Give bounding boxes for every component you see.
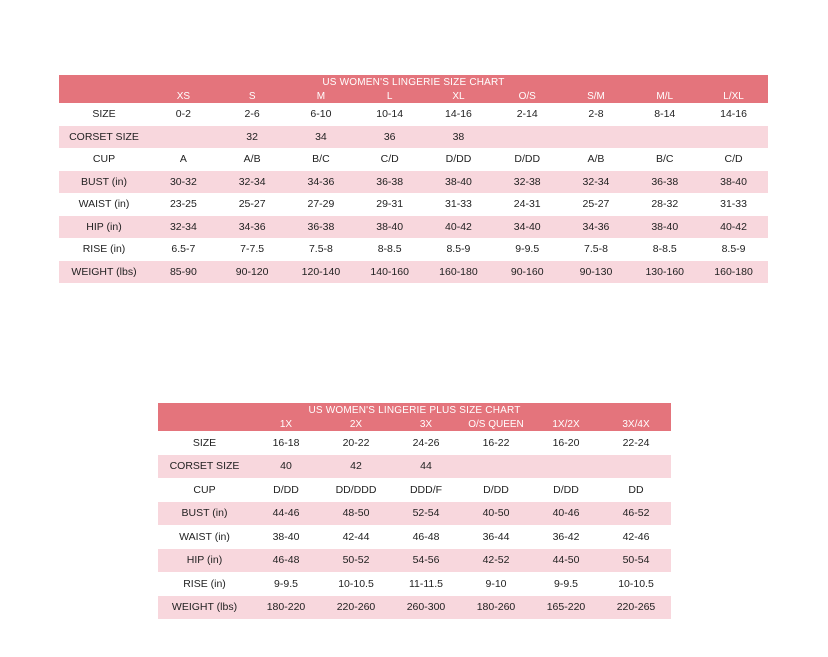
column-header: 3X/4X — [601, 417, 671, 431]
table-cell — [601, 455, 671, 479]
table-cell: 34-40 — [493, 216, 562, 239]
table-cell: 2-6 — [218, 103, 287, 126]
table-cell — [531, 455, 601, 479]
row-label: SIZE — [59, 103, 149, 126]
table-cell: DDD/F — [391, 478, 461, 502]
table-cell: 160-180 — [699, 261, 768, 284]
table-cell: A/B — [562, 148, 631, 171]
table-cell: 40-42 — [699, 216, 768, 239]
table-cell: C/D — [355, 148, 424, 171]
table-cell: 90-160 — [493, 261, 562, 284]
row-label: HIP (in) — [158, 549, 251, 573]
plus-chart-title-row — [158, 403, 671, 417]
table-cell: 36-38 — [355, 171, 424, 194]
table-cell: 38-40 — [251, 525, 321, 549]
table-row — [158, 502, 671, 526]
table-row — [59, 193, 768, 216]
regular-chart-title-row — [59, 75, 768, 89]
table-cell: 31-33 — [424, 193, 493, 216]
table-cell: 38-40 — [355, 216, 424, 239]
table-cell: 220-265 — [601, 596, 671, 620]
table-cell: 42-44 — [321, 525, 391, 549]
table-cell: D/DD — [531, 478, 601, 502]
table-cell: 130-160 — [630, 261, 699, 284]
table-cell: 20-22 — [321, 431, 391, 455]
table-cell: 36-44 — [461, 525, 531, 549]
table-cell: 6.5-7 — [149, 238, 218, 261]
column-header: M/L — [630, 89, 699, 103]
table-cell: 42-52 — [461, 549, 531, 573]
table-cell: 40-46 — [531, 502, 601, 526]
table-cell: 180-220 — [251, 596, 321, 620]
table-cell: 36-38 — [630, 171, 699, 194]
row-label: RISE (in) — [158, 572, 251, 596]
row-label: CUP — [59, 148, 149, 171]
header-blank-cell — [158, 417, 251, 431]
row-label: CORSET SIZE — [158, 455, 251, 479]
table-row — [158, 549, 671, 573]
table-row — [158, 525, 671, 549]
table-cell: B/C — [287, 148, 356, 171]
table-cell: 32-38 — [493, 171, 562, 194]
column-header: 2X — [321, 417, 391, 431]
table-row — [59, 261, 768, 284]
table-cell: 28-32 — [630, 193, 699, 216]
plus-size-chart — [158, 403, 671, 619]
table-cell: 8.5-9 — [699, 238, 768, 261]
column-header: XL — [424, 89, 493, 103]
table-cell: 180-260 — [461, 596, 531, 620]
table-row — [59, 126, 768, 149]
table-row — [158, 572, 671, 596]
table-cell: 32 — [218, 126, 287, 149]
plus-chart-body — [158, 431, 671, 619]
table-cell: 16-18 — [251, 431, 321, 455]
table-cell: 0-2 — [149, 103, 218, 126]
table-cell: A — [149, 148, 218, 171]
table-cell: 34 — [287, 126, 356, 149]
table-cell: 9-9.5 — [251, 572, 321, 596]
table-cell: 11-11.5 — [391, 572, 461, 596]
column-header: L — [355, 89, 424, 103]
table-cell: 22-24 — [601, 431, 671, 455]
table-cell: 32-34 — [218, 171, 287, 194]
row-label: HIP (in) — [59, 216, 149, 239]
column-header: O/S QUEEN — [461, 417, 531, 431]
table-cell: D/DD — [251, 478, 321, 502]
column-header: L/XL — [699, 89, 768, 103]
table-cell: 2-14 — [493, 103, 562, 126]
table-cell: 42-46 — [601, 525, 671, 549]
table-cell: 36-42 — [531, 525, 601, 549]
table-cell: 9-9.5 — [493, 238, 562, 261]
table-row — [158, 478, 671, 502]
table-cell: 140-160 — [355, 261, 424, 284]
column-header: O/S — [493, 89, 562, 103]
table-cell: 90-120 — [218, 261, 287, 284]
table-cell: 36 — [355, 126, 424, 149]
table-cell: 30-32 — [149, 171, 218, 194]
table-cell: 120-140 — [287, 261, 356, 284]
table-cell: 9-9.5 — [531, 572, 601, 596]
table-cell: 40-50 — [461, 502, 531, 526]
table-cell: 8-14 — [630, 103, 699, 126]
table-cell: 40 — [251, 455, 321, 479]
row-label: WEIGHT (lbs) — [158, 596, 251, 620]
row-label: WEIGHT (lbs) — [59, 261, 149, 284]
table-cell: 23-25 — [149, 193, 218, 216]
table-cell: 46-48 — [251, 549, 321, 573]
table-cell: 90-130 — [562, 261, 631, 284]
table-cell: DD/DDD — [321, 478, 391, 502]
row-label: RISE (in) — [59, 238, 149, 261]
table-cell: 2-8 — [562, 103, 631, 126]
row-label: BUST (in) — [59, 171, 149, 194]
table-cell — [699, 126, 768, 149]
table-cell: 52-54 — [391, 502, 461, 526]
table-cell: D/DD — [493, 148, 562, 171]
regular-chart-title: US WOMEN'S LINGERIE SIZE CHART — [59, 75, 768, 89]
table-cell: 165-220 — [531, 596, 601, 620]
plus-chart-title: US WOMEN'S LINGERIE PLUS SIZE CHART — [158, 403, 671, 417]
column-header: 1X/2X — [531, 417, 601, 431]
table-cell: 7-7.5 — [218, 238, 287, 261]
table-cell: 34-36 — [287, 171, 356, 194]
table-cell: 31-33 — [699, 193, 768, 216]
table-cell: 38-40 — [630, 216, 699, 239]
table-cell: 46-48 — [391, 525, 461, 549]
table-cell: 50-52 — [321, 549, 391, 573]
table-cell: 46-52 — [601, 502, 671, 526]
column-header: M — [287, 89, 356, 103]
table-cell: 34-36 — [218, 216, 287, 239]
table-cell — [461, 455, 531, 479]
table-cell: 36-38 — [287, 216, 356, 239]
table-cell: 10-10.5 — [601, 572, 671, 596]
table-cell: 85-90 — [149, 261, 218, 284]
table-cell: 10-14 — [355, 103, 424, 126]
table-cell: 32-34 — [149, 216, 218, 239]
table-cell — [630, 126, 699, 149]
table-cell: 27-29 — [287, 193, 356, 216]
table-cell: 16-20 — [531, 431, 601, 455]
table-cell: 54-56 — [391, 549, 461, 573]
table-cell: 42 — [321, 455, 391, 479]
table-cell: 7.5-8 — [287, 238, 356, 261]
table-cell: 44-46 — [251, 502, 321, 526]
regular-chart-header-row — [59, 89, 768, 103]
table-cell: 32-34 — [562, 171, 631, 194]
table-cell: 9-10 — [461, 572, 531, 596]
column-header: S/M — [562, 89, 631, 103]
table-cell: B/C — [630, 148, 699, 171]
table-cell — [562, 126, 631, 149]
table-row — [59, 171, 768, 194]
column-header: XS — [149, 89, 218, 103]
table-cell — [149, 126, 218, 149]
table-cell: D/DD — [461, 478, 531, 502]
header-blank-cell — [59, 89, 149, 103]
table-cell: 38-40 — [424, 171, 493, 194]
table-cell: C/D — [699, 148, 768, 171]
table-cell: 24-26 — [391, 431, 461, 455]
table-cell: 40-42 — [424, 216, 493, 239]
table-row — [59, 216, 768, 239]
row-label: BUST (in) — [158, 502, 251, 526]
row-label: CUP — [158, 478, 251, 502]
table-cell: 8-8.5 — [355, 238, 424, 261]
table-cell: 220-260 — [321, 596, 391, 620]
row-label: WAIST (in) — [59, 193, 149, 216]
table-row — [59, 238, 768, 261]
regular-size-chart — [59, 75, 768, 283]
column-header: 1X — [251, 417, 321, 431]
table-cell: 48-50 — [321, 502, 391, 526]
row-label: CORSET SIZE — [59, 126, 149, 149]
table-cell: 38-40 — [699, 171, 768, 194]
table-cell: 25-27 — [562, 193, 631, 216]
table-row — [158, 455, 671, 479]
table-cell: 44-50 — [531, 549, 601, 573]
table-row — [59, 103, 768, 126]
table-cell: 6-10 — [287, 103, 356, 126]
table-cell: 260-300 — [391, 596, 461, 620]
row-label: WAIST (in) — [158, 525, 251, 549]
table-cell: 10-10.5 — [321, 572, 391, 596]
regular-chart-body — [59, 103, 768, 283]
table-cell — [493, 126, 562, 149]
column-header: S — [218, 89, 287, 103]
row-label: SIZE — [158, 431, 251, 455]
table-cell: 14-16 — [424, 103, 493, 126]
table-cell: 44 — [391, 455, 461, 479]
table-cell: 29-31 — [355, 193, 424, 216]
table-cell: 38 — [424, 126, 493, 149]
table-cell: D/DD — [424, 148, 493, 171]
plus-chart-header-row — [158, 417, 671, 431]
column-header: 3X — [391, 417, 461, 431]
table-cell: 8-8.5 — [630, 238, 699, 261]
table-cell: A/B — [218, 148, 287, 171]
table-cell: 24-31 — [493, 193, 562, 216]
table-cell: 34-36 — [562, 216, 631, 239]
table-cell: 14-16 — [699, 103, 768, 126]
table-cell: 25-27 — [218, 193, 287, 216]
table-cell: 16-22 — [461, 431, 531, 455]
table-cell: DD — [601, 478, 671, 502]
table-cell: 8.5-9 — [424, 238, 493, 261]
table-cell: 50-54 — [601, 549, 671, 573]
table-row — [158, 431, 671, 455]
table-cell: 160-180 — [424, 261, 493, 284]
table-row — [59, 148, 768, 171]
table-row — [158, 596, 671, 620]
table-cell: 7.5-8 — [562, 238, 631, 261]
